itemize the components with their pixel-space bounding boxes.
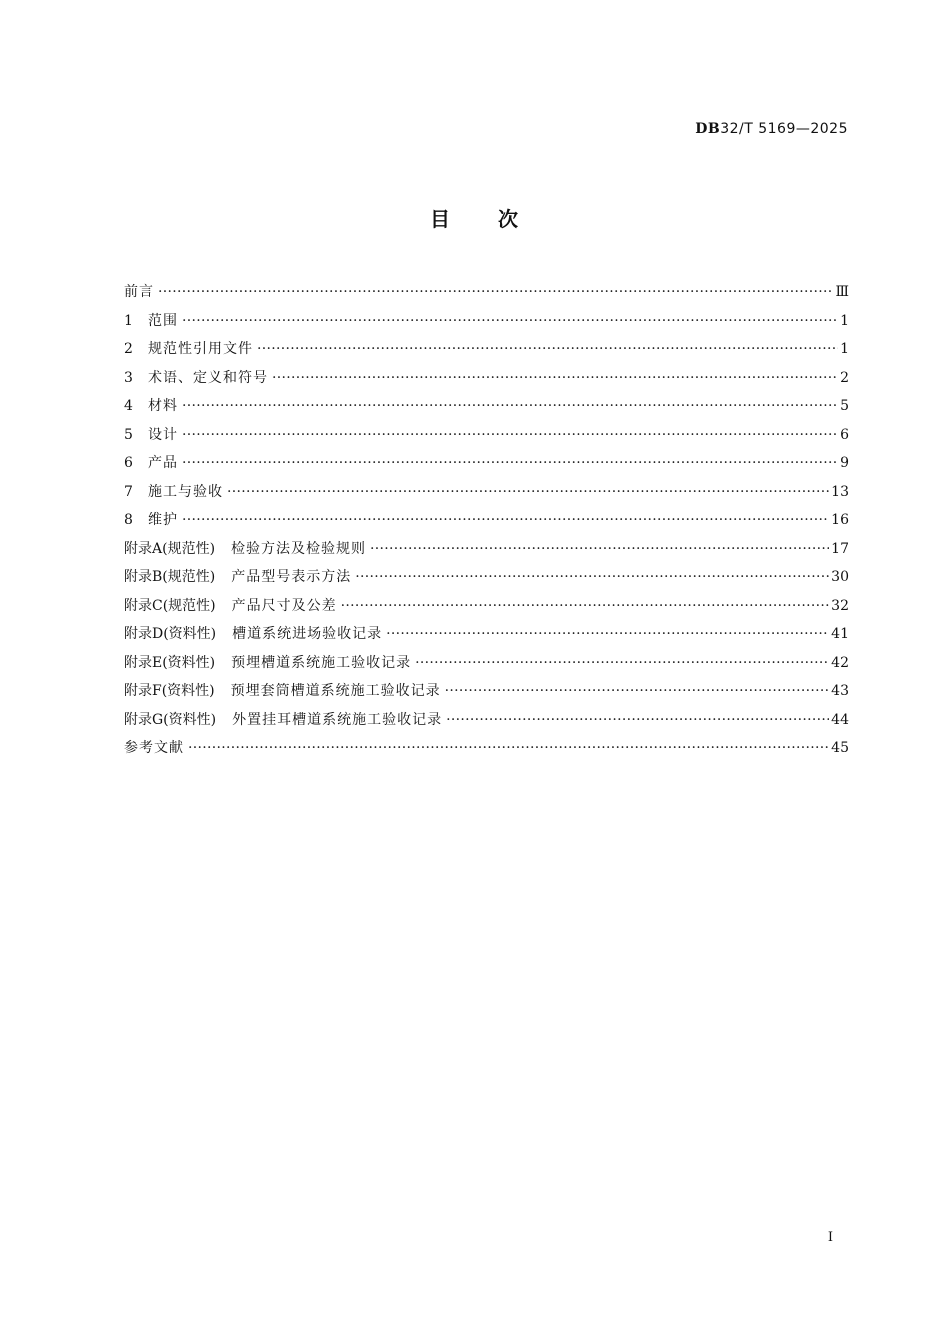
toc-entry-label: 预埋套筒槽道系统施工验收记录 xyxy=(230,683,441,699)
toc-dot-leader xyxy=(182,310,838,332)
toc-entry-page: Ⅲ xyxy=(835,284,849,300)
toc-entry-number: 5 xyxy=(124,426,133,443)
toc-entry-page: 44 xyxy=(831,711,849,728)
toc-entry-label: 产品型号表示方法 xyxy=(231,569,352,585)
toc-entry-label: 规范性引用文件 xyxy=(148,341,253,357)
toc-entry-number: 7 xyxy=(124,483,133,500)
toc-entry-label: 产品尺寸及公差 xyxy=(231,597,337,614)
toc-entry-page: 16 xyxy=(831,512,849,528)
toc-entry-page: 32 xyxy=(831,597,849,614)
toc-entry-appendix-prefix: 附录D(资料性) xyxy=(124,626,217,642)
toc-dot-leader xyxy=(182,452,838,474)
toc-dot-leader xyxy=(182,424,838,446)
toc-entry-label: 参考文献 xyxy=(124,740,184,756)
toc-entry-appendix-prefix: 附录E(资料性) xyxy=(124,654,216,671)
document-code-prefix: DB xyxy=(695,121,721,137)
toc-entry-appendix-prefix: 附录A(规范性) xyxy=(124,540,216,557)
toc-dot-leader xyxy=(386,623,829,645)
toc-entry-appendix-prefix: 附录B(规范性) xyxy=(124,569,216,585)
toc-entry-page: 6 xyxy=(840,426,849,443)
toc-entry-appendix-prefix: 附录G(资料性) xyxy=(124,711,217,728)
toc-dot-leader xyxy=(182,395,838,417)
toc-entry-page: 43 xyxy=(831,683,849,699)
toc-entry-number: 6 xyxy=(124,455,133,471)
toc-entry-page: 42 xyxy=(831,654,849,671)
toc-entry-label: 外置挂耳槽道系统施工验收记录 xyxy=(232,711,443,728)
toc-entry-appendix-prefix: 附录C(规范性) xyxy=(124,597,216,614)
toc-title-left: 目 xyxy=(430,207,452,231)
toc-entry-label: 前言 xyxy=(124,284,154,300)
toc-dot-leader xyxy=(446,709,829,731)
toc-entry[interactable] xyxy=(124,566,849,595)
toc-dot-leader xyxy=(370,538,829,560)
toc-entry[interactable] xyxy=(124,338,849,367)
toc-entry-label: 术语、定义和符号 xyxy=(148,369,268,386)
toc-entry-number: 1 xyxy=(124,312,133,329)
toc-dot-leader xyxy=(227,481,829,503)
toc-entry-page: 41 xyxy=(831,626,849,642)
toc-entry[interactable] xyxy=(124,652,849,681)
toc-dot-leader xyxy=(182,509,829,531)
toc-title xyxy=(0,203,950,232)
toc-entry-page: 5 xyxy=(840,398,849,414)
toc-entry-number: 3 xyxy=(124,369,133,386)
toc-entry-page: 30 xyxy=(831,569,849,585)
toc-entry[interactable] xyxy=(124,424,849,453)
toc-entry[interactable] xyxy=(124,595,849,624)
toc-entry[interactable] xyxy=(124,310,849,339)
toc-entry[interactable] xyxy=(124,538,849,567)
table-of-contents xyxy=(124,281,849,766)
toc-entry-page: 13 xyxy=(831,483,849,500)
toc-entry-label: 范围 xyxy=(148,312,178,329)
toc-entry[interactable] xyxy=(124,395,849,424)
toc-dot-leader xyxy=(158,281,833,303)
toc-entry-page: 1 xyxy=(840,312,849,329)
toc-entry[interactable] xyxy=(124,737,849,766)
toc-entry-page: 17 xyxy=(831,540,849,557)
toc-entry-number: 4 xyxy=(124,398,133,414)
toc-entry[interactable] xyxy=(124,509,849,538)
toc-entry-page: 9 xyxy=(840,455,849,471)
toc-dot-leader xyxy=(341,595,830,617)
toc-dot-leader xyxy=(257,338,838,360)
toc-dot-leader xyxy=(415,652,829,674)
document-code-number: 32/T 5169—2025 xyxy=(720,121,848,137)
toc-entry-label: 施工与验收 xyxy=(148,483,223,500)
toc-entry-label: 产品 xyxy=(148,455,178,471)
toc-entry-page: 1 xyxy=(840,341,849,357)
toc-entry[interactable] xyxy=(124,623,849,652)
toc-entry-page: 45 xyxy=(831,740,849,756)
toc-dot-leader xyxy=(355,566,829,588)
toc-entry[interactable] xyxy=(124,367,849,396)
toc-entry-label: 检验方法及检验规则 xyxy=(231,540,367,557)
toc-entry[interactable] xyxy=(124,281,849,310)
toc-entry[interactable] xyxy=(124,481,849,510)
toc-entry-label: 维护 xyxy=(148,512,178,528)
toc-entry[interactable] xyxy=(124,452,849,481)
toc-dot-leader xyxy=(272,367,838,389)
toc-entry-label: 槽道系统进场验收记录 xyxy=(232,626,383,642)
toc-entry[interactable] xyxy=(124,709,849,738)
toc-entry-page: 2 xyxy=(840,369,849,386)
toc-title-right: 次 xyxy=(498,207,520,231)
toc-entry-label: 材料 xyxy=(148,398,178,414)
page-number: I xyxy=(827,1230,833,1245)
toc-entry-number: 2 xyxy=(124,341,133,357)
document-code xyxy=(695,121,848,137)
toc-dot-leader xyxy=(188,737,829,759)
toc-entry-appendix-prefix: 附录F(资料性) xyxy=(124,683,215,699)
toc-entry[interactable] xyxy=(124,680,849,709)
toc-entry-label: 预埋槽道系统施工验收记录 xyxy=(231,654,412,671)
toc-entry-number: 8 xyxy=(124,512,133,528)
toc-dot-leader xyxy=(445,680,830,702)
toc-entry-label: 设计 xyxy=(148,426,178,443)
